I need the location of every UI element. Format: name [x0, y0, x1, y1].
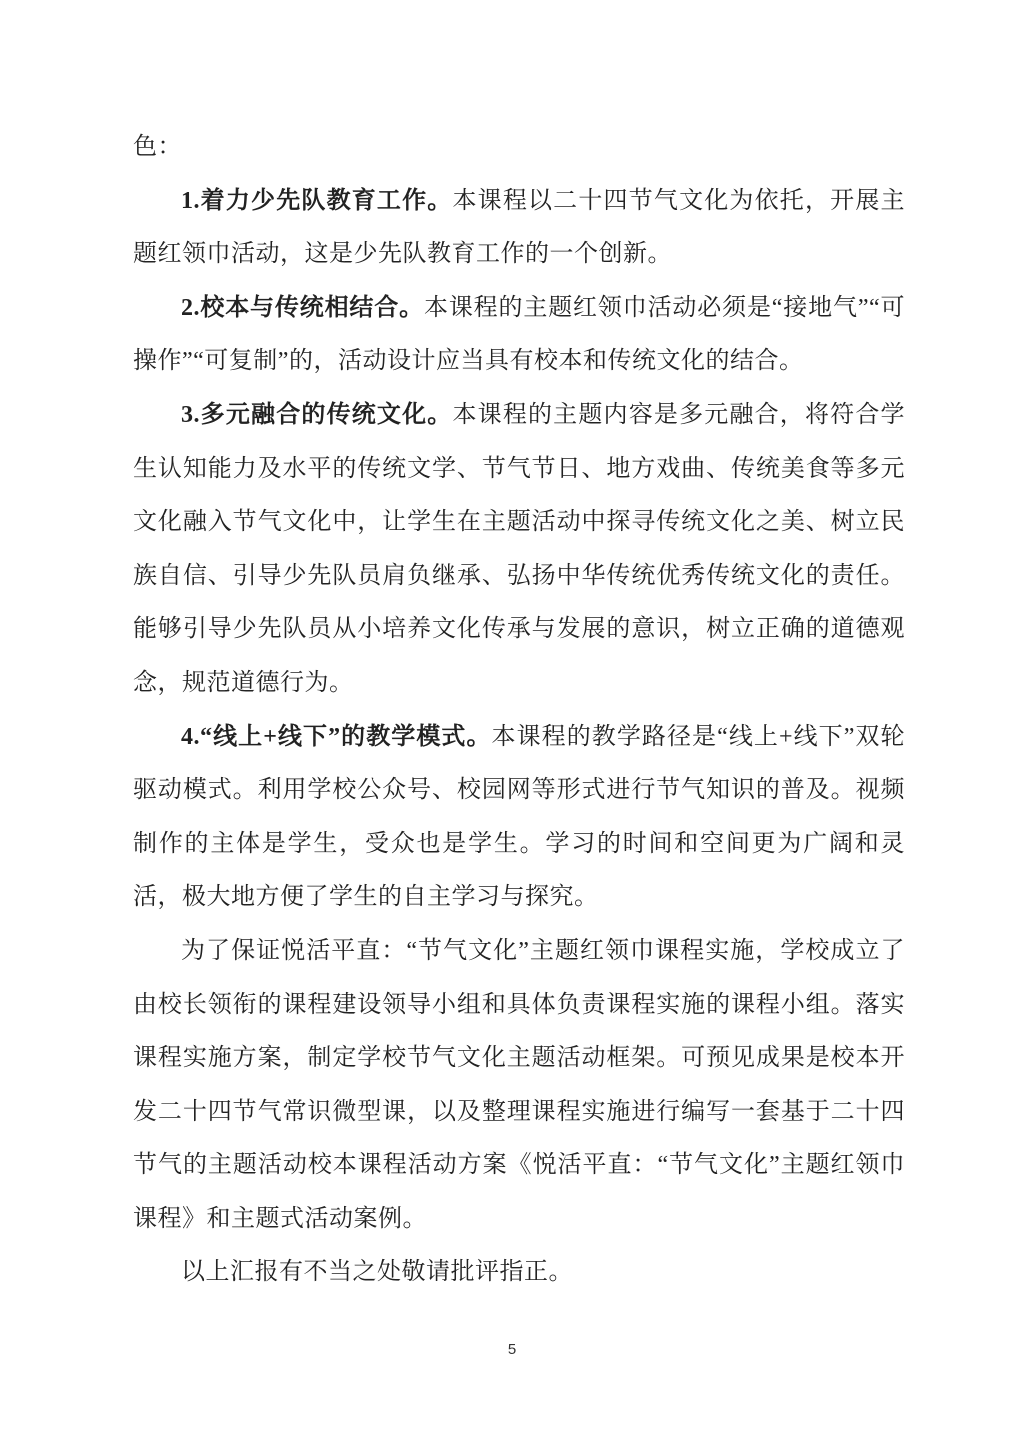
page-number: 5: [507, 1341, 517, 1358]
paragraph: [133, 282, 905, 389]
paragraph: [133, 925, 905, 1247]
paragraph-lead-heading: 4.“线上+线下”的教学模式。: [181, 723, 492, 750]
paragraph: [133, 389, 905, 711]
paragraph: [133, 175, 905, 282]
paragraph-text: 本课程的主题内容是多元融合，将符合学生认知能力及水平的传统文学、节气节日、地方戏曲、传统美食等多元文化融入节气文化中，让学生在主题活动中探寻传统文化之美、树立民族自信、引导少先队员肩负继承、弘扬中华传统优秀传统文化的责任。能够引导少先队员从小培养文化传承与发展的意识，树立正确的道德观念，规范道德行为。: [133, 401, 906, 696]
document-body: [133, 121, 905, 1300]
paragraph-lead-heading: 3.多元融合的传统文化。: [181, 401, 453, 428]
paragraph-text: 为了保证悦活平直：“节气文化”主题红领巾课程实施，学校成立了由校长领衔的课程建设领导小组和具体负责课程实施的课程小组。落实课程实施方案，制定学校节气文化主题活动框架。可预见成果是校本开发二十四节气常识微型课，以及整理课程实施进行编写一套基于二十四节气的主题活动校本课程活动方案《悦活平直：“节气文化”主题红领巾课程》和主题式活动案例。: [133, 937, 905, 1232]
paragraph-lead-heading: 2.校本与传统相结合。: [181, 294, 424, 321]
paragraph-lead-heading: 1.着力少先队教育工作。: [181, 187, 453, 214]
paragraph: [133, 1246, 905, 1300]
paragraph: [133, 711, 905, 925]
paragraph-text: 本课程的教学路径是“线上+线下”双轮驱动模式。利用学校公众号、校园网等形式进行节气知识的普及。视频制作的主体是学生，受众也是学生。学习的时间和空间更为广阔和灵活，极大地方便了学生的自主学习与探究。: [133, 723, 905, 911]
paragraph: [133, 121, 905, 175]
paragraph-text: 本课程的主题红领巾活动必须是“接地气”“可操作”“可复制”的，活动设计应当具有校本和传统文化的结合。: [133, 294, 905, 375]
paragraph-text: 以上汇报有不当之处敬请批评指正。: [181, 1259, 573, 1286]
paragraph-text: 色：: [133, 134, 182, 160]
paragraph-text: 本课程以二十四节气文化为依托，开展主题红领巾活动，这是少先队教育工作的一个创新。: [133, 187, 906, 268]
